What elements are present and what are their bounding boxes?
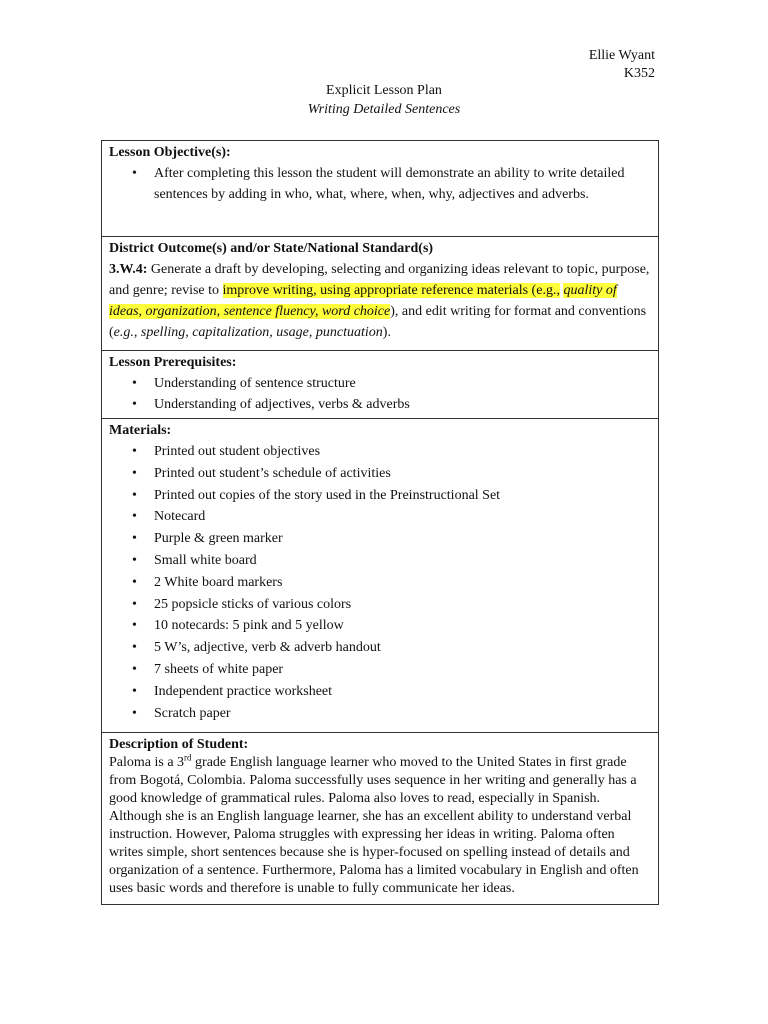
standard-em-1: e.g., (113, 325, 138, 340)
material-item: • Scratch paper (154, 703, 651, 725)
objectives-list (109, 163, 651, 205)
prerequisites-heading: Lesson Prerequisites: (109, 355, 237, 370)
prerequisites-cell (102, 351, 659, 419)
student-row (102, 733, 659, 905)
materials-list (109, 441, 651, 724)
material-item: • Printed out student objectives (154, 441, 651, 463)
lesson-plan-table (101, 140, 659, 905)
prerequisites-list (109, 373, 651, 415)
material-item: • Printed out student’s schedule of activities (154, 463, 651, 485)
material-item: • Printed out copies of the story used in the Preinstructional Set (154, 485, 651, 507)
material-item: • 10 notecards: 5 pink and 5 yellow (154, 615, 651, 637)
standard-text-part-4: ). (382, 325, 391, 340)
standard-code: 3.W.4: (109, 262, 148, 277)
material-item: • 2 White board markers (154, 572, 651, 594)
student-text-body: grade English language learner who moved to the United States in first grade from Bogotá, Colombia. Paloma successfully uses sequence in her writing and generally has a good knowledge of grammatical rules. Paloma also loves to read, especially in Spanish. Although she is an English language learner, she has an excellent ability to understand verbal instruction. However, Paloma struggles with expressing her ideas in writing. Paloma often writes simple, short sentences because she is hyper-focused on spelling instead of details and organization of a sentence. Furthermore, Paloma has a limited vocabulary in English and often uses basic words and therefore is unable to fully communicate her ideas. (109, 755, 639, 896)
highlight-2: quality of ideas, organization, sentence fluency, word choice (109, 283, 617, 319)
standard-text-part-2: ), and edit writing for format and conventions ( (109, 304, 647, 340)
author-block (589, 47, 655, 83)
standard-em-2: spelling, capitalization, usage, punctuation (140, 325, 383, 340)
material-item: • 25 popsicle sticks of various colors (154, 594, 651, 616)
title-block (0, 81, 768, 119)
material-item: • Independent practice worksheet (154, 681, 651, 703)
highlight-1: improve writing, using appropriate reference materials (e.g., (222, 283, 560, 298)
standards-cell (102, 237, 659, 351)
materials-heading: Materials: (109, 423, 172, 438)
student-description (109, 754, 651, 898)
student-heading: Description of Student: (109, 737, 249, 752)
material-item: • 7 sheets of white paper (154, 659, 651, 681)
prerequisite-item: • Understanding of sentence structure (154, 373, 651, 394)
ordinal-suffix: rd (184, 752, 192, 763)
course-code: K352 (623, 66, 655, 81)
standard-text (109, 259, 651, 343)
material-item: • Notecard (154, 506, 651, 528)
objectives-cell (102, 141, 659, 237)
standards-row (102, 237, 659, 351)
standards-heading: District Outcome(s) and/or State/National Standard(s) (109, 241, 434, 256)
material-item: • 5 W’s, adjective, verb & adverb handout (154, 637, 651, 659)
materials-cell (102, 419, 659, 733)
prerequisite-item: • Understanding of adjectives, verbs & adverbs (154, 394, 651, 415)
material-item: • Small white board (154, 550, 651, 572)
author-name: Ellie Wyant (588, 48, 655, 63)
objectives-heading: Lesson Objective(s): (109, 145, 231, 160)
material-item: • Purple & green marker (154, 528, 651, 550)
objectives-row (102, 141, 659, 237)
document-title: Explicit Lesson Plan (326, 83, 442, 98)
document-subtitle: Writing Detailed Sentences (307, 102, 461, 117)
prerequisites-row (102, 351, 659, 419)
standard-text-part-1: Generate a draft by developing, selecting and organizing ideas relevant to topic, purpose, and genre; revise to (109, 262, 650, 298)
materials-row (102, 419, 659, 733)
student-text-start: Paloma is a 3 (109, 755, 185, 770)
objective-item: • After completing this lesson the student will demonstrate an ability to write detailed sentences by adding in who, what, where, when, why, adjectives and adverbs. (154, 163, 651, 205)
student-cell (102, 733, 659, 905)
